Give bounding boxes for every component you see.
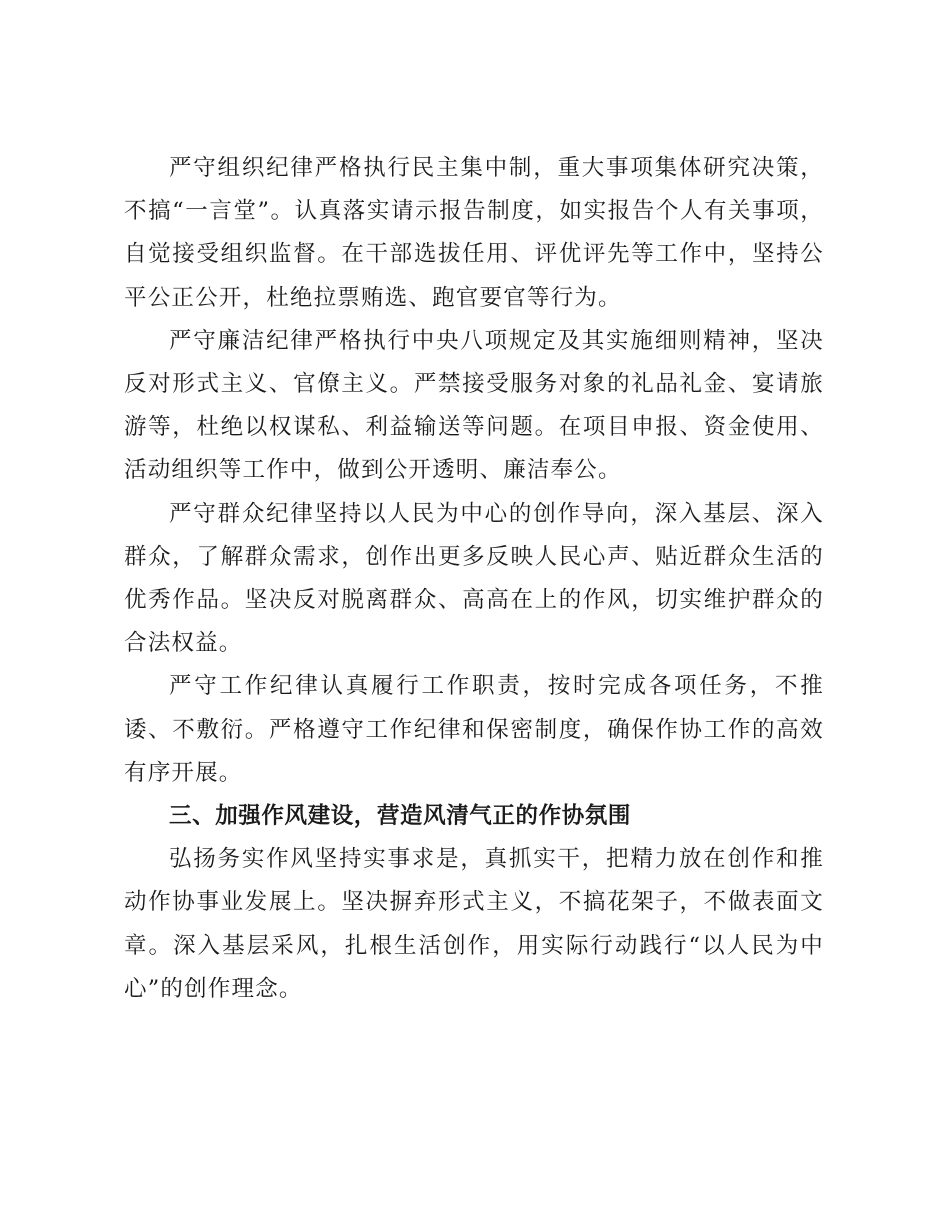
- paragraph-organization-discipline: 严守组织纪律严格执行民主集中制，重大事项集体研究决策，不搞“一言堂”。认真落实请示报告制度，如实报告个人有关事项，自觉接受组织监督。在干部选拔任用、评优评先等工作中，坚持公平公正公开，杜绝拉票贿选、跑官要官等行为。: [124, 155, 824, 311]
- paragraph-work-discipline: 严守工作纪律认真履行工作职责，按时完成各项任务，不推诿、不敷衍。严格遵守工作纪律和保密制度，确保作协工作的高效有序开展。: [124, 673, 824, 786]
- section-heading: 三、加强作风建设，营造风清气正的作协氛围: [169, 803, 632, 830]
- document-body: [124, 147, 824, 1011]
- paragraph-pragmatic-style: 弘扬务实作风坚持实事求是，真抓实干，把精力放在创作和推动作协事业发展上。坚决摒弃形式主义，不搞花架子，不做表面文章。深入基层采风，扎根生活创作，用实际行动践行“以人民为中心”的创作理念。: [124, 846, 824, 1002]
- paragraph-mass-discipline: 严守群众纪律坚持以人民为中心的创作导向，深入基层、深入群众，了解群众需求，创作出更多反映人民心声、贴近群众生活的优秀作品。坚决反对脱离群众、高高在上的作风，切实维护群众的合法权益。: [124, 500, 824, 657]
- paragraph-integrity-discipline: 严守廉洁纪律严格执行中央八项规定及其实施细则精神，坚决反对形式主义、官僚主义。严禁接受服务对象的礼品礼金、宴请旅游等，杜绝以权谋私、利益输送等问题。在项目申报、资金使用、活动组织等工作中，做到公开透明、廉洁奉公。: [124, 327, 824, 484]
